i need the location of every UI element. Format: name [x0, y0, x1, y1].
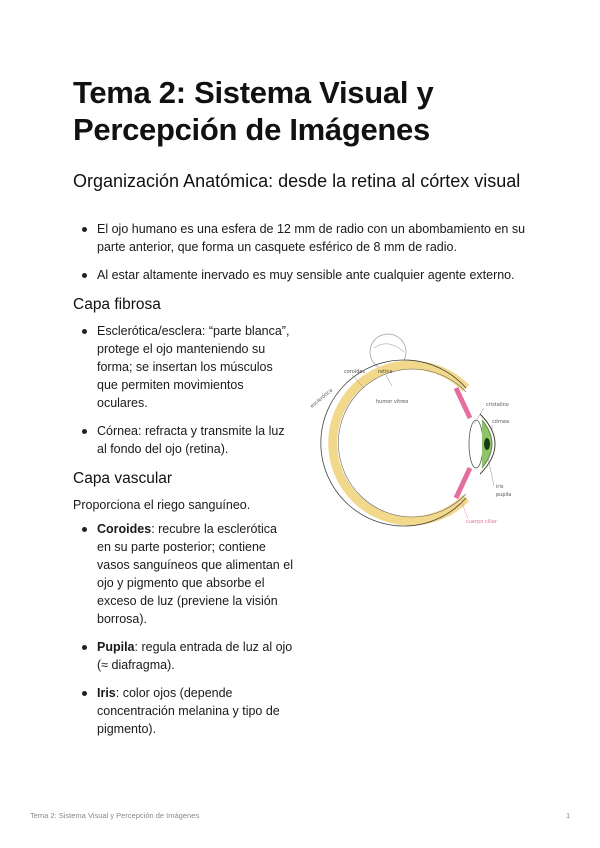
list-item: Al estar altamente inervado es muy sensible ante cualquier agente externo. [75, 266, 535, 284]
term: Coroides [97, 522, 152, 536]
capa-vascular-heading: Capa vascular [73, 470, 173, 487]
term: Iris [97, 686, 116, 700]
label-retina: retina [378, 369, 393, 375]
section-heading: Organización Anatómica: desde la retina al córtex visual [73, 171, 521, 191]
list-item: Córnea: refracta y transmite la luz al fondo del ojo (retina). [75, 422, 293, 458]
sclera-shape [333, 365, 466, 521]
ciliary-body-top [456, 388, 470, 418]
label-esclerotica: esclerótica [309, 387, 335, 410]
capa-vascular-list [75, 520, 293, 748]
capa-fibrosa-heading: Capa fibrosa [73, 296, 161, 313]
label-iris: iris [496, 484, 504, 490]
ciliary-body-bottom [456, 468, 470, 498]
capa-fibrosa-list [75, 322, 293, 468]
term: Pupila [97, 640, 135, 654]
page-number: 1 [566, 811, 571, 820]
pupil-shape [484, 438, 490, 450]
list-item: El ojo humano es una esfera de 12 mm de radio con un abombamiento en su parte anterior, que forma un casquete esférico de 8 mm de radio. [75, 220, 535, 256]
intro-list [75, 220, 535, 294]
eye-diagram [309, 328, 528, 536]
list-item: Esclerótica/esclera: “parte blanca”, protege el ojo manteniendo su forma; se insertan los músculos que permiten movimientos oculares. [75, 322, 293, 412]
label-cornea: córnea [492, 419, 510, 425]
list-item: Pupila: regula entrada de luz al ojo (≈ diafragma). [75, 638, 293, 674]
label-cristalino: cristalino [486, 402, 509, 408]
label-pupila: pupila [496, 492, 512, 498]
label-coroides: coroides [344, 369, 366, 375]
page-title: Tema 2: Sistema Visual y Percepción de Imágenes [73, 75, 434, 147]
label-humor: humor vítreo [376, 399, 409, 405]
footer-title: Tema 2: Sistema Visual y Percepción de Imágenes [30, 811, 200, 820]
lens-shape [469, 420, 483, 468]
list-item: Iris: color ojos (depende concentración melanina y tipo de pigmento). [75, 684, 293, 738]
label-cuerpo-ciliar: cuerpo ciliar [466, 519, 497, 525]
list-item: Coroides: recubre la esclerótica en su parte posterior; contiene vasos sanguíneos que alimentan el ojo y pigmento que absorbe el exceso de luz (previene la visión borrosa). [75, 520, 293, 628]
capa-vascular-lead: Proporciona el riego sanguíneo. [73, 498, 251, 512]
